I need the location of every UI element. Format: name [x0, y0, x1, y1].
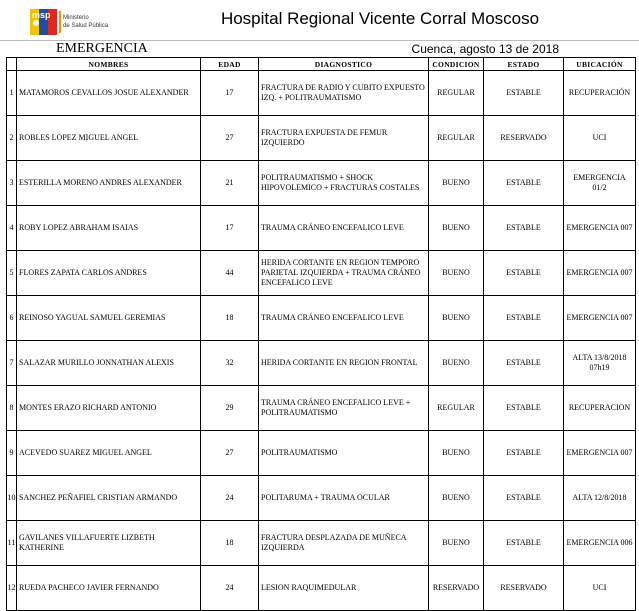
patient-location: ALTA 13/8/2018 07h19	[564, 341, 636, 386]
patient-state: ESTABLE	[484, 521, 564, 566]
column-header-estado: ESTADO	[484, 58, 564, 71]
patient-location: RECUPERACIÓN	[564, 71, 636, 116]
row-number: 9	[7, 431, 17, 476]
patient-location: EMERGENCIA 006	[564, 521, 636, 566]
patient-condition: BUENO	[429, 341, 484, 386]
row-number: 1	[7, 71, 17, 116]
patient-condition: BUENO	[429, 161, 484, 206]
patient-state: ESTABLE	[484, 386, 564, 431]
document-header	[0, 0, 639, 41]
table-row	[7, 116, 636, 161]
patient-state: ESTABLE	[484, 341, 564, 386]
patient-age: 27	[201, 116, 259, 161]
patients-table	[6, 57, 636, 611]
row-number: 2	[7, 116, 17, 161]
patient-age: 24	[201, 566, 259, 611]
row-number: 11	[7, 521, 17, 566]
patient-age: 24	[201, 476, 259, 521]
patient-age: 27	[201, 431, 259, 476]
patient-state: ESTABLE	[484, 431, 564, 476]
patient-state: RESERVADO	[484, 566, 564, 611]
patient-condition: BUENO	[429, 431, 484, 476]
patient-state: ESTABLE	[484, 296, 564, 341]
column-header-condicion: CONDICION	[429, 58, 484, 71]
patient-condition: BUENO	[429, 296, 484, 341]
patient-condition: REGULAR	[429, 386, 484, 431]
column-header-edad: EDAD	[201, 58, 259, 71]
logo-ministry-line1: Ministerio	[63, 15, 89, 21]
patient-age: 18	[201, 296, 259, 341]
row-number: 3	[7, 161, 17, 206]
patient-location: EMERGENCIA 007	[564, 296, 636, 341]
patient-condition: BUENO	[429, 206, 484, 251]
row-number: 12	[7, 566, 17, 611]
patient-name: REINOSO YAGUAL SAMUEL GEREMIAS	[17, 296, 201, 341]
table-row	[7, 386, 636, 431]
patient-state: ESTABLE	[484, 161, 564, 206]
patient-name: ROBLES LOPEZ MIGUEL ANGEL	[17, 116, 201, 161]
table-row	[7, 431, 636, 476]
patient-condition: REGULAR	[429, 71, 484, 116]
table-row	[7, 296, 636, 341]
patient-name: ESTERILLA MORENO ANDRES ALEXANDER	[17, 161, 201, 206]
patient-name: MATAMOROS CEVALLOS JOSUE ALEXANDER	[17, 71, 201, 116]
column-header-number	[7, 58, 17, 71]
patient-state: ESTABLE	[484, 71, 564, 116]
ministry-logo	[30, 9, 140, 35]
table-row	[7, 341, 636, 386]
column-header-nombres: NOMBRES	[17, 58, 201, 71]
patient-diagnosis: POLITRAUMATISMO	[259, 431, 429, 476]
patient-name: MONTES ERAZO RICHARD ANTONIO	[17, 386, 201, 431]
patient-diagnosis: TRAUMA CRÁNEO ENCEFALICO LEVE	[259, 296, 429, 341]
patient-age: 32	[201, 341, 259, 386]
patient-location: UCI	[564, 116, 636, 161]
table-row	[7, 566, 636, 611]
row-number: 7	[7, 341, 17, 386]
patient-condition: BUENO	[429, 476, 484, 521]
patient-condition: RESERVADO	[429, 566, 484, 611]
patient-location: EMERGENCIA 007	[564, 251, 636, 296]
patient-location: UCI	[564, 566, 636, 611]
table-header-row	[7, 58, 636, 71]
table-row	[7, 71, 636, 116]
patient-diagnosis: FRACTURA DE RADIO Y CUBITO EXPUESTO IZQ. + POLITRAUMATISMO	[259, 71, 429, 116]
patient-diagnosis: FRACTURA EXPUESTA DE FEMUR IZQUIERDO	[259, 116, 429, 161]
patient-location: EMERGENCIA 01/2	[564, 161, 636, 206]
patient-name: SALAZAR MURILLO JONNATHAN ALEXIS	[17, 341, 201, 386]
logo-brand-mark: msp	[32, 10, 51, 20]
patient-diagnosis: FRACTURA DESPLAZADA DE MUÑECA IZQUIERDA	[259, 521, 429, 566]
patient-name: RUEDA PACHECO JAVIER FERNANDO	[17, 566, 201, 611]
patient-name: SANCHEZ PEÑAFIEL CRISTIAN ARMANDO	[17, 476, 201, 521]
patient-state: RESERVADO	[484, 116, 564, 161]
patient-diagnosis: POLITARUMA + TRAUMA OCULAR	[259, 476, 429, 521]
patient-state: ESTABLE	[484, 476, 564, 521]
patient-age: 29	[201, 386, 259, 431]
patient-condition: BUENO	[429, 251, 484, 296]
patient-diagnosis: TRAUMA CRÁNEO ENCEFALICO LEVE + POLITRAUMATISMO	[259, 386, 429, 431]
patient-name: FLORES ZAPATA CARLOS ANDRES	[17, 251, 201, 296]
section-title: EMERGENCIA	[56, 41, 148, 56]
patient-name: GAVILANES VILLAFUERTE LIZBETH KATHERINE	[17, 521, 201, 566]
patient-location: EMERGENCIA 007	[564, 206, 636, 251]
patient-state: ESTABLE	[484, 251, 564, 296]
table-row	[7, 161, 636, 206]
column-header-diagnostico: DIAGNOSTICO	[259, 58, 429, 71]
patient-name: ROBY LOPEZ ABRAHAM ISAIAS	[17, 206, 201, 251]
msp-logo-icon	[30, 9, 140, 35]
patient-age: 44	[201, 251, 259, 296]
table-row	[7, 521, 636, 566]
table-row	[7, 476, 636, 521]
patient-condition: REGULAR	[429, 116, 484, 161]
patient-diagnosis: HERIDA CORTANTE EN REGION FRONTAL	[259, 341, 429, 386]
hospital-title: Hospital Regional Vicente Corral Moscoso	[220, 9, 540, 28]
patient-age: 18	[201, 521, 259, 566]
report-subheader	[0, 40, 639, 57]
patient-state: ESTABLE	[484, 206, 564, 251]
patient-location: EMERGENCIA 007	[564, 431, 636, 476]
report-date: Cuenca, agosto 13 de 2018	[411, 42, 559, 56]
patient-diagnosis: POLITRAUMATISMO + SHOCK HIPOVOLEMICO + FRACTURAS COSTALES	[259, 161, 429, 206]
row-number: 6	[7, 296, 17, 341]
table-row	[7, 251, 636, 296]
patient-diagnosis: LESION RAQUIMEDULAR	[259, 566, 429, 611]
patient-name: ACEVEDO SUAREZ MIGUEL ANGEL	[17, 431, 201, 476]
patient-condition: BUENO	[429, 521, 484, 566]
logo-ministry-line2: de Salud Pública	[63, 23, 109, 29]
patient-age: 17	[201, 71, 259, 116]
row-number: 8	[7, 386, 17, 431]
row-number: 5	[7, 251, 17, 296]
row-number: 10	[7, 476, 17, 521]
patient-age: 17	[201, 206, 259, 251]
patient-location: ALTA 12/8/2018	[564, 476, 636, 521]
patient-diagnosis: HERIDA CORTANTE EN REGION TEMPORO PARIETAL IZQUIERDA + TRAUMA CRÁNEO ENCEFALICO LEVE	[259, 251, 429, 296]
patient-location: RECUPERACION	[564, 386, 636, 431]
patient-age: 21	[201, 161, 259, 206]
patient-diagnosis: TRAUMA CRÁNEO ENCEFALICO LEVE	[259, 206, 429, 251]
table-row	[7, 206, 636, 251]
column-header-ubicacion: UBICACIÓN	[564, 58, 636, 71]
row-number: 4	[7, 206, 17, 251]
